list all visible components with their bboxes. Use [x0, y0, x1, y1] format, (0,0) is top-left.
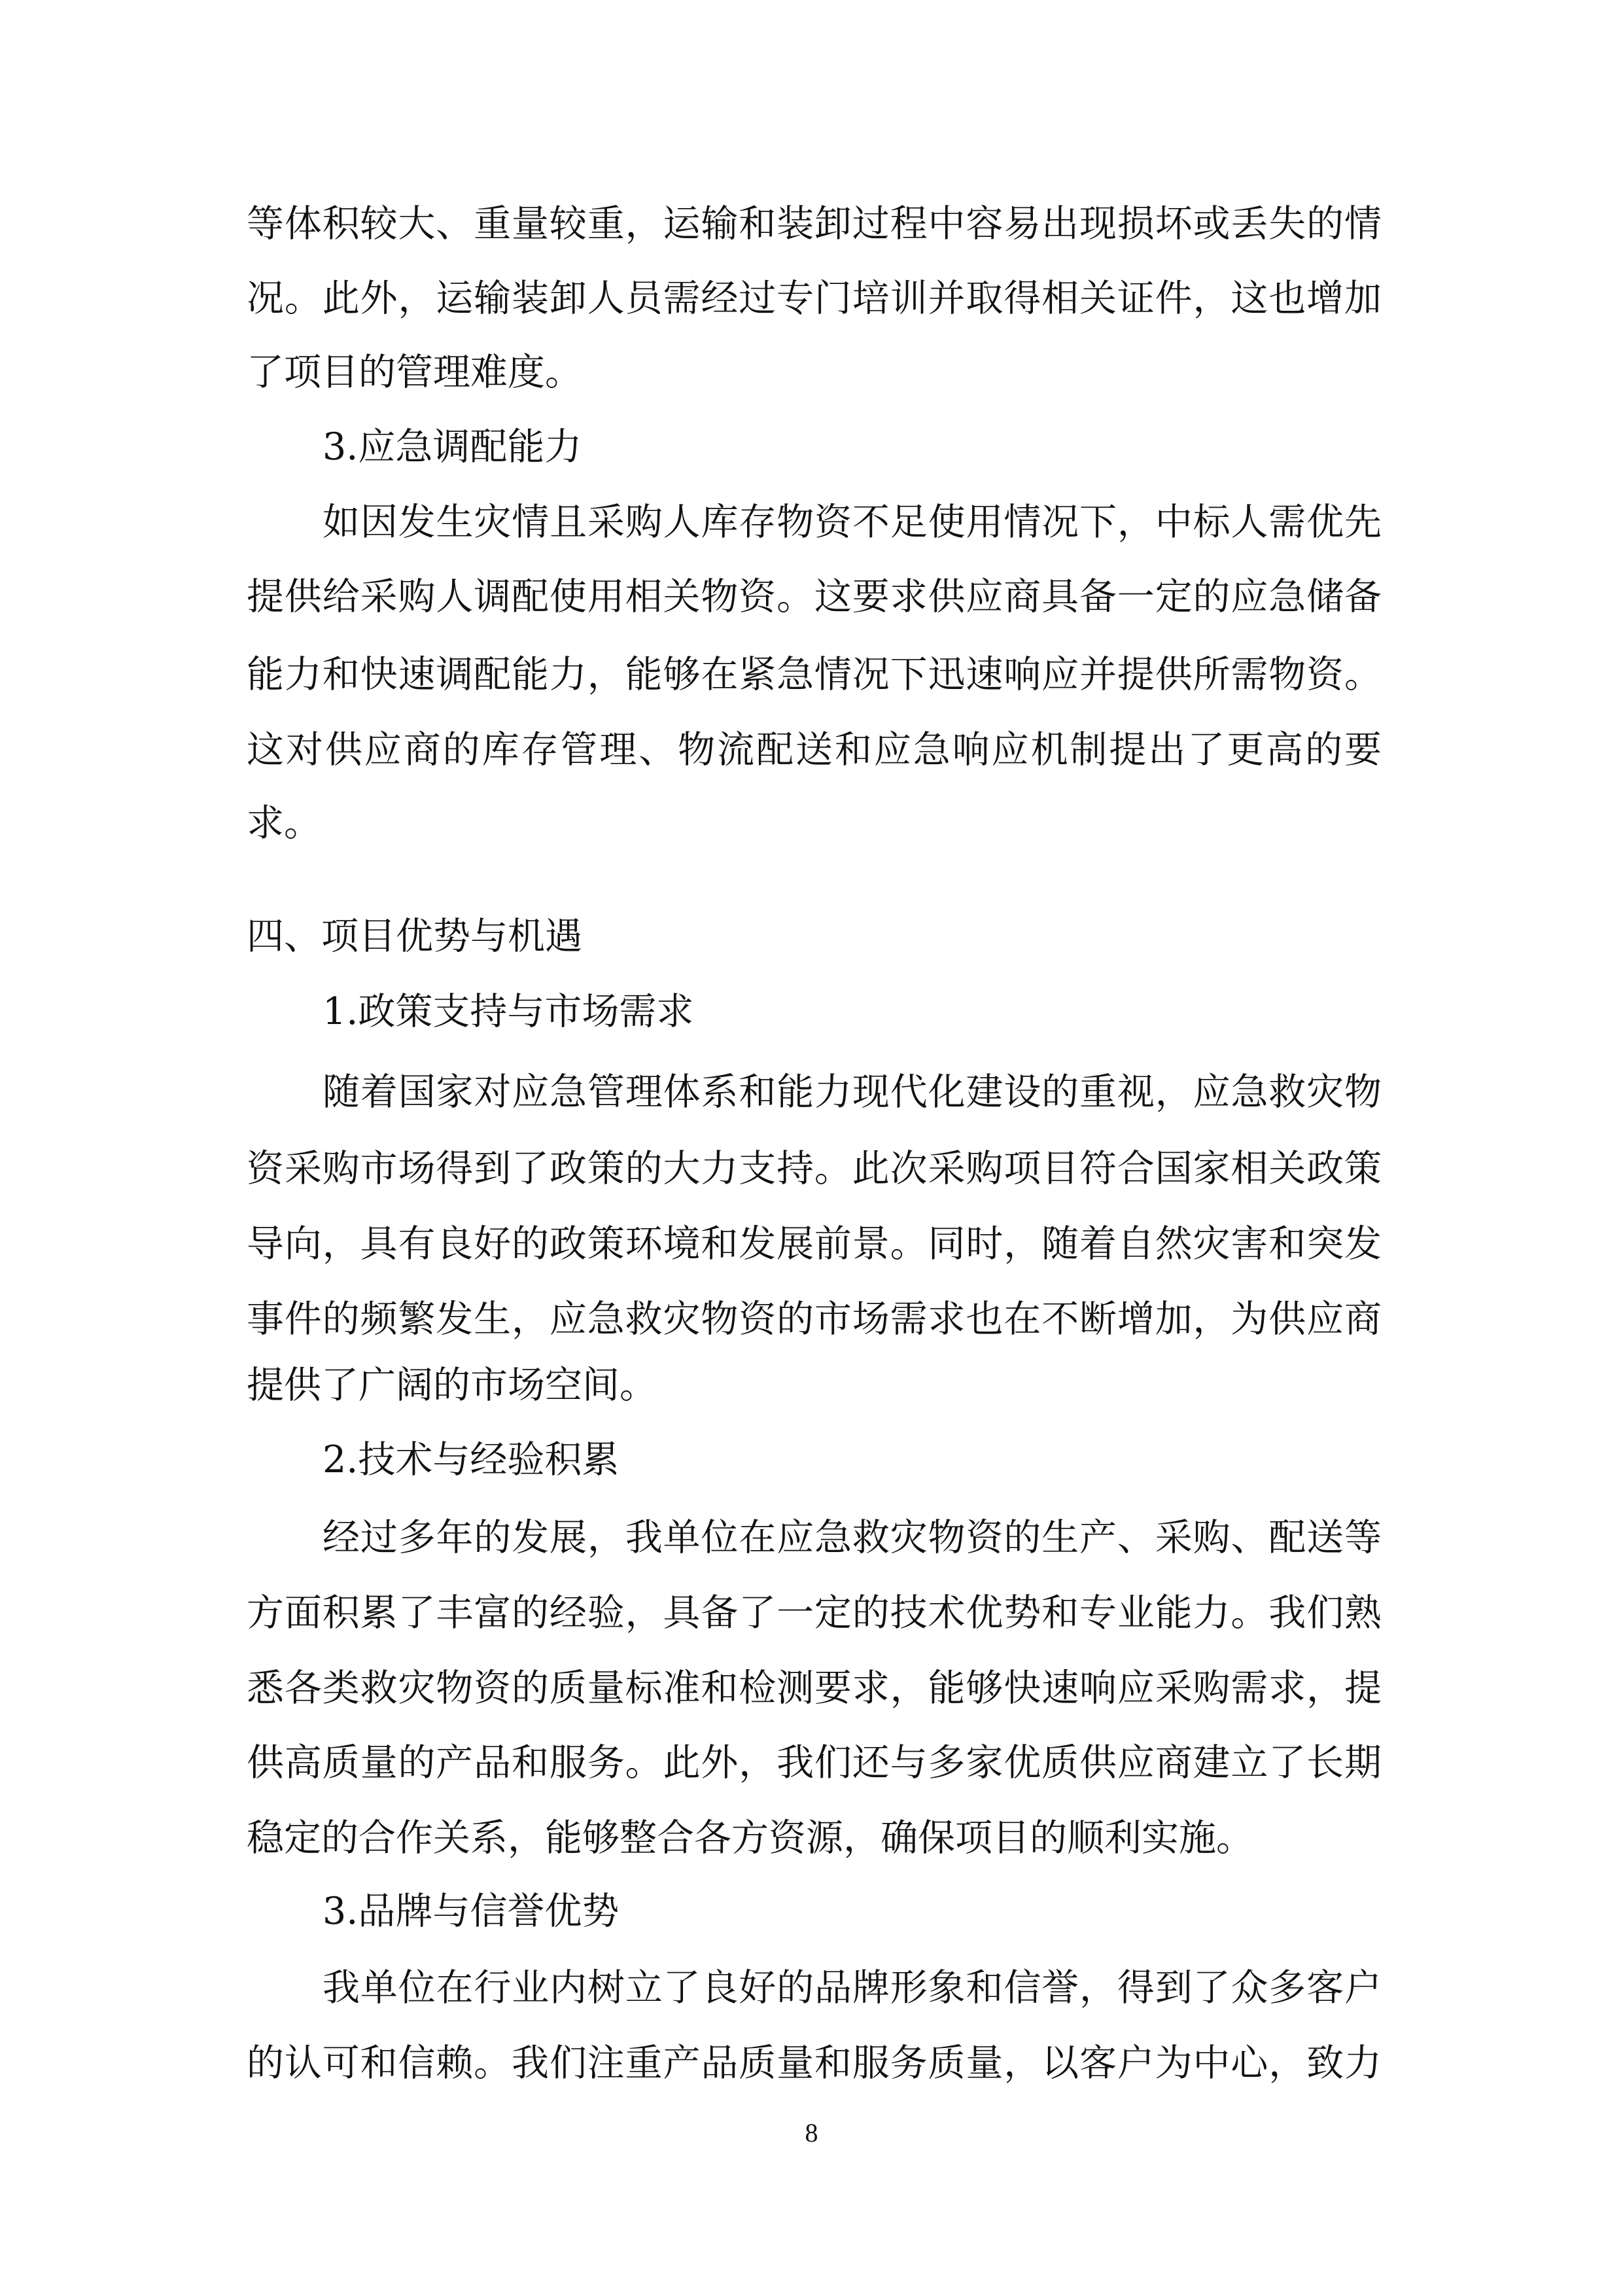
paragraph-line: 供高质量的产品和服务。此外，我们还与多家优质供应商建立了长期: [247, 1741, 1382, 1784]
paragraph-line: 悉各类救灾物资的质量标准和检测要求，能够快速响应采购需求，提: [247, 1667, 1382, 1710]
paragraph-line: 如因发生灾情且采购人库存物资不足使用情况下，中标人需优先: [323, 501, 1382, 544]
paragraph-line: 事件的频繁发生，应急救灾物资的市场需求也在不断增加，为供应商: [247, 1298, 1382, 1341]
paragraph-line: 求。: [247, 802, 321, 845]
paragraph-line: 提供了广阔的市场空间。: [247, 1364, 657, 1407]
paragraph-line: 提供给采购人调配使用相关物资。这要求供应商具备一定的应急储备: [247, 575, 1382, 618]
section-heading: 四、项目优势与机遇: [247, 915, 582, 958]
paragraph-line: 况。此外，运输装卸人员需经过专门培训并取得相关证件，这也增加: [247, 277, 1382, 320]
paragraph-line: 稳定的合作关系，能够整合各方资源，确保项目的顺利实施。: [247, 1816, 1253, 1860]
paragraph-line: 能力和快速调配能力，能够在紧急情况下迅速响应并提供所需物资。: [247, 653, 1382, 696]
paragraph-line: 了项目的管理难度。: [247, 351, 582, 394]
subsection-heading: 1.政策支持与市场需求: [323, 990, 694, 1033]
paragraph-line: 随着国家对应急管理体系和能力现代化建设的重视，应急救灾物: [323, 1070, 1382, 1114]
paragraph-line: 导向，具有良好的政策环境和发展前景。同时，随着自然灾害和突发: [247, 1222, 1382, 1265]
paragraph-line: 这对供应商的库存管理、物流配送和应急响应机制提出了更高的要: [247, 728, 1382, 771]
paragraph-line: 的认可和信赖。我们注重产品质量和服务质量，以客户为中心，致力: [247, 2041, 1382, 2085]
subsection-heading: 2.技术与经验积累: [323, 1438, 620, 1481]
subsection-heading: 3.应急调配能力: [323, 425, 582, 468]
page-number: 8: [805, 2118, 818, 2147]
paragraph-line: 我单位在行业内树立了良好的品牌形象和信誉，得到了众多客户: [323, 1966, 1382, 2009]
paragraph-line: 等体积较大、重量较重，运输和装卸过程中容易出现损坏或丢失的情: [247, 202, 1382, 245]
paragraph-line: 资采购市场得到了政策的大力支持。此次采购项目符合国家相关政策: [247, 1147, 1382, 1190]
paragraph-line: 方面积累了丰富的经验，具备了一定的技术优势和专业能力。我们熟: [247, 1591, 1382, 1634]
subsection-heading: 3.品牌与信誉优势: [323, 1890, 620, 1933]
paragraph-line: 经过多年的发展，我单位在应急救灾物资的生产、采购、配送等: [323, 1516, 1382, 1559]
